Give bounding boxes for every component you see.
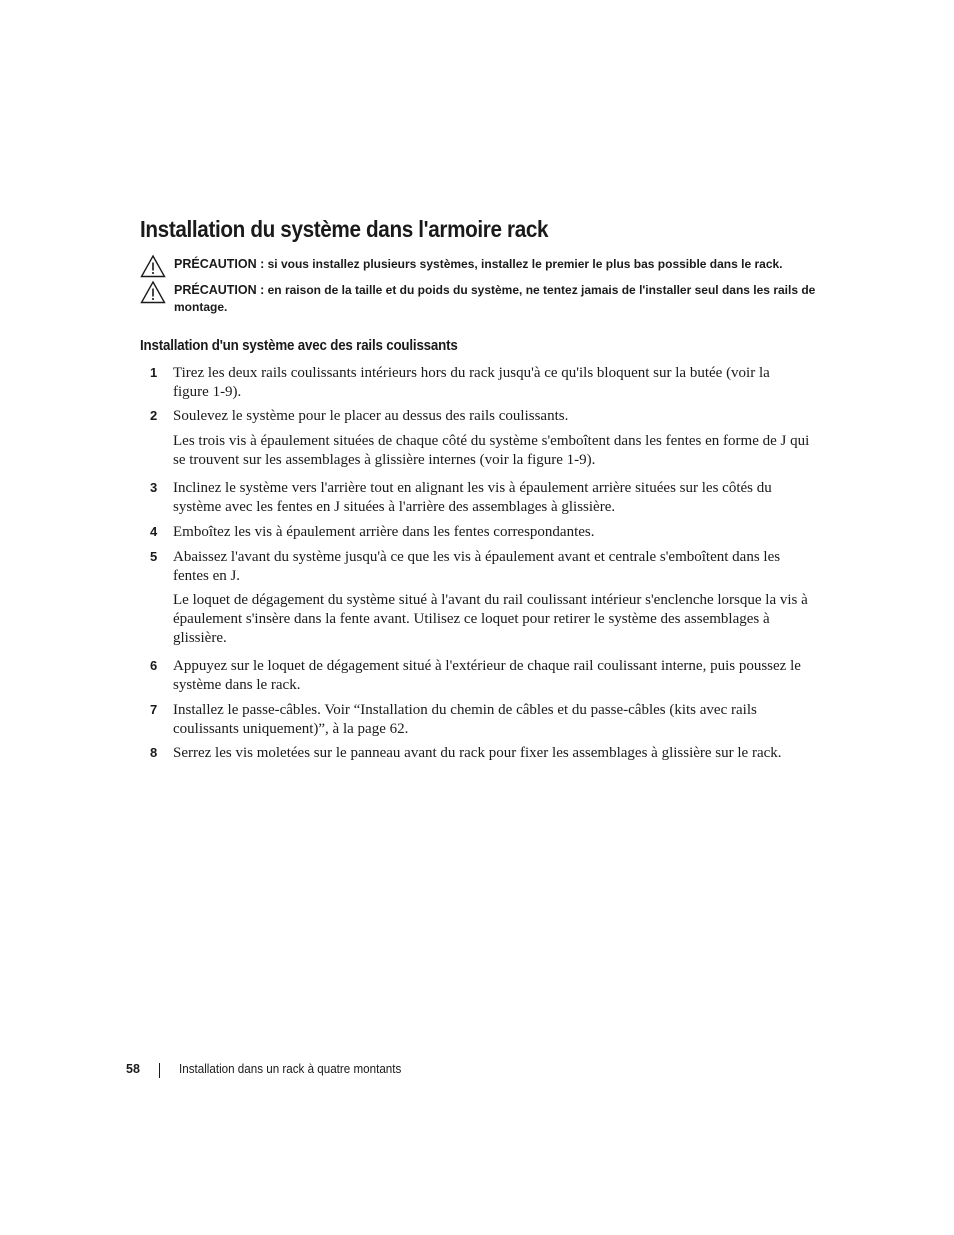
step-text: Emboîtez les vis à épaulement arrière dans les fentes correspondantes.: [173, 524, 595, 540]
warning-triangle-icon: [140, 280, 166, 304]
chapter-title: Installation dans un rack à quatre montants: [179, 1062, 402, 1076]
step-text: Installez le passe-câbles. Voir “Installation du chemin de câbles et du passe-câbles (kits avec rails coulissants uniquement)”, à la page 62.: [173, 702, 757, 737]
caution-message: si vous installez plusieurs systèmes, installez le premier le plus bas possible dans le rack.: [267, 257, 783, 271]
step-text: Appuyez sur le loquet de dégagement situé à l'extérieur de chaque rail coulissant interne, puis poussez le système dans le rack.: [173, 658, 801, 693]
step-number: 1: [150, 365, 158, 380]
section-title: Installation du système dans l'armoire rack: [140, 216, 549, 242]
step-number: 5: [150, 549, 158, 564]
step-number: 3: [150, 480, 158, 495]
step-text: Abaissez l'avant du système jusqu'à ce que les vis à épaulement avant et centrale s'emboîtent dans les fentes en J.: [173, 549, 781, 584]
step-text: Tirez les deux rails coulissants intérieurs hors du rack jusqu'à ce qu'ils bloquent sur la butée (voir la figure 1-9).: [173, 365, 770, 400]
caution-text: [174, 256, 820, 273]
footer-divider: [159, 1063, 160, 1078]
step-text: Soulevez le système pour le placer au dessus des rails coulissants.: [173, 408, 569, 424]
caution-2: [140, 280, 820, 320]
step-number: 4: [150, 524, 158, 539]
step-number: 8: [150, 745, 158, 760]
page-number: 58: [126, 1062, 140, 1076]
caution-message: en raison de la taille et du poids du système, ne tentez jamais de l'installer seul dans les rails de montage.: [174, 283, 816, 314]
step-text: Inclinez le système vers l'arrière tout en alignant les vis à épaulement arrière situées sur les côtés du système avec les fentes en J situées à l'arrière des assemblages à glissière.: [173, 480, 772, 515]
step-number: 2: [150, 408, 158, 423]
step-note: Le loquet de dégagement du système situé à l'avant du rail coulissant intérieur s'enclenche lorsque la vis à épaulement s'insère dans la fente avant. Utilisez ce loquet pour retirer le système des assemblages à glissière.: [173, 592, 808, 646]
caution-1: [140, 254, 820, 274]
step-note: Les trois vis à épaulement situées de chaque côté du système s'emboîtent dans les fentes en forme de J qui se trouvent sur les assemblages à glissière internes (voir la figure 1-9).: [173, 433, 810, 468]
caution-label: PRÉCAUTION :: [174, 257, 265, 271]
step-number: 7: [150, 702, 158, 717]
caution-label: PRÉCAUTION :: [174, 283, 265, 297]
subsection-title: Installation d'un système avec des rails coulissants: [140, 338, 458, 354]
step-text: Serrez les vis moletées sur le panneau avant du rack pour fixer les assemblages à glissière sur le rack.: [173, 745, 782, 761]
caution-text: [174, 282, 820, 316]
step-number: 6: [150, 658, 158, 673]
warning-triangle-icon: [140, 254, 166, 278]
